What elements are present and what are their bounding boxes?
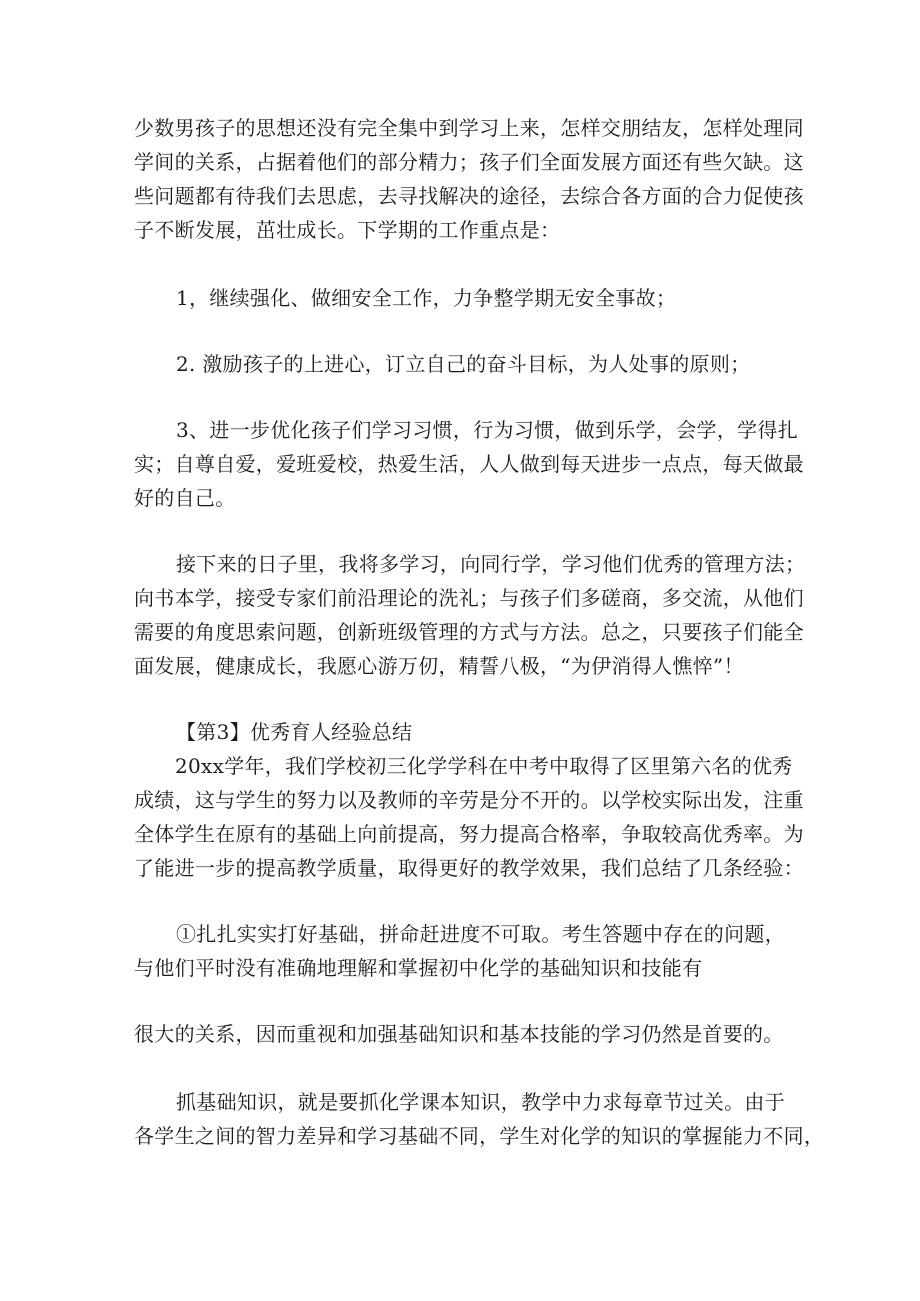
paragraph-6-line-1: 抓基础知识，就是要抓化学课本知识，教学中力求每章节过关。由于 — [176, 1090, 785, 1114]
paragraph-1-line-4: 子不断发展，茁壮成长。下学期的工作重点是： — [134, 218, 561, 242]
paragraph-4-line-1: ①扎扎实实打好基础，拼命赶进度不可取。考生答题中存在的问题， — [176, 922, 785, 946]
paragraph-3-line-1: 20xx学年，我们学校初三化学学科在中考中取得了区里第六名的优秀 — [175, 754, 793, 778]
paragraph-6-line-2: 各学生之间的智力差异和学习基础不同，学生对化学的知识的掌握能力不同， — [134, 1124, 825, 1148]
list-item-1: 1，继续强化、做细安全工作，力争整学期无安全事故； — [176, 286, 677, 310]
paragraph-3-line-2: 成绩，这与学生的努力以及教师的辛劳是分不开的。以学校实际出发，注重 — [134, 788, 804, 812]
paragraph-2-line-3: 需要的角度思索问题，创新班级管理的方式与方法。总之，只要孩子们能全 — [134, 620, 804, 644]
list-item-2: 2. 激励孩子的上进心，订立自己的奋斗目标，为人处事的原则； — [176, 352, 751, 376]
paragraph-2-line-4: 面发展，健康成长，我愿心游万仞，精誓八极，“为伊消得人憔悴”！ — [134, 654, 744, 678]
paragraph-2-line-2: 向书本学，接受专家们前沿理论的洗礼；与孩子们多磋商，多交流，从他们 — [134, 586, 804, 610]
paragraph-1-line-3: 些问题都有待我们去思虑，去寻找解决的途径，去综合各方面的合力促使孩 — [134, 184, 804, 208]
paragraph-5: 很大的关系，因而重视和加强基础知识和基本技能的学习仍然是首要的。 — [134, 1022, 784, 1046]
list-item-3-line-1: 3、进一步优化孩子们学习习惯，行为习惯，做到乐学，会学，学得扎 — [176, 418, 799, 442]
paragraph-3-line-3: 全体学生在原有的基础上向前提高，努力提高合格率，争取较高优秀率。为 — [134, 822, 804, 846]
paragraph-4-line-2: 与他们平时没有准确地理解和掌握初中化学的基础知识和技能有 — [134, 956, 703, 980]
paragraph-1-line-1: 少数男孩子的思想还没有完全集中到学习上来，怎样交朋结友，怎样处理同 — [134, 116, 804, 140]
list-item-3-line-3: 好的自己。 — [134, 486, 236, 510]
list-item-3-line-2: 实；自尊自爱，爱班爱校，热爱生活，人人做到每天进步一点点，每天做最 — [134, 452, 804, 476]
paragraph-3-line-4: 了能进一步的提高教学质量，取得更好的教学效果，我们总结了几条经验： — [134, 856, 804, 880]
paragraph-1-line-2: 学间的关系，占据着他们的部分精力；孩子们全面发展方面还有些欠缺。这 — [134, 150, 804, 174]
section-heading: 【第3】优秀育人经验总结 — [176, 720, 413, 744]
paragraph-2-line-1: 接下来的日子里，我将多学习，向同行学，学习他们优秀的管理方法； — [176, 552, 806, 576]
